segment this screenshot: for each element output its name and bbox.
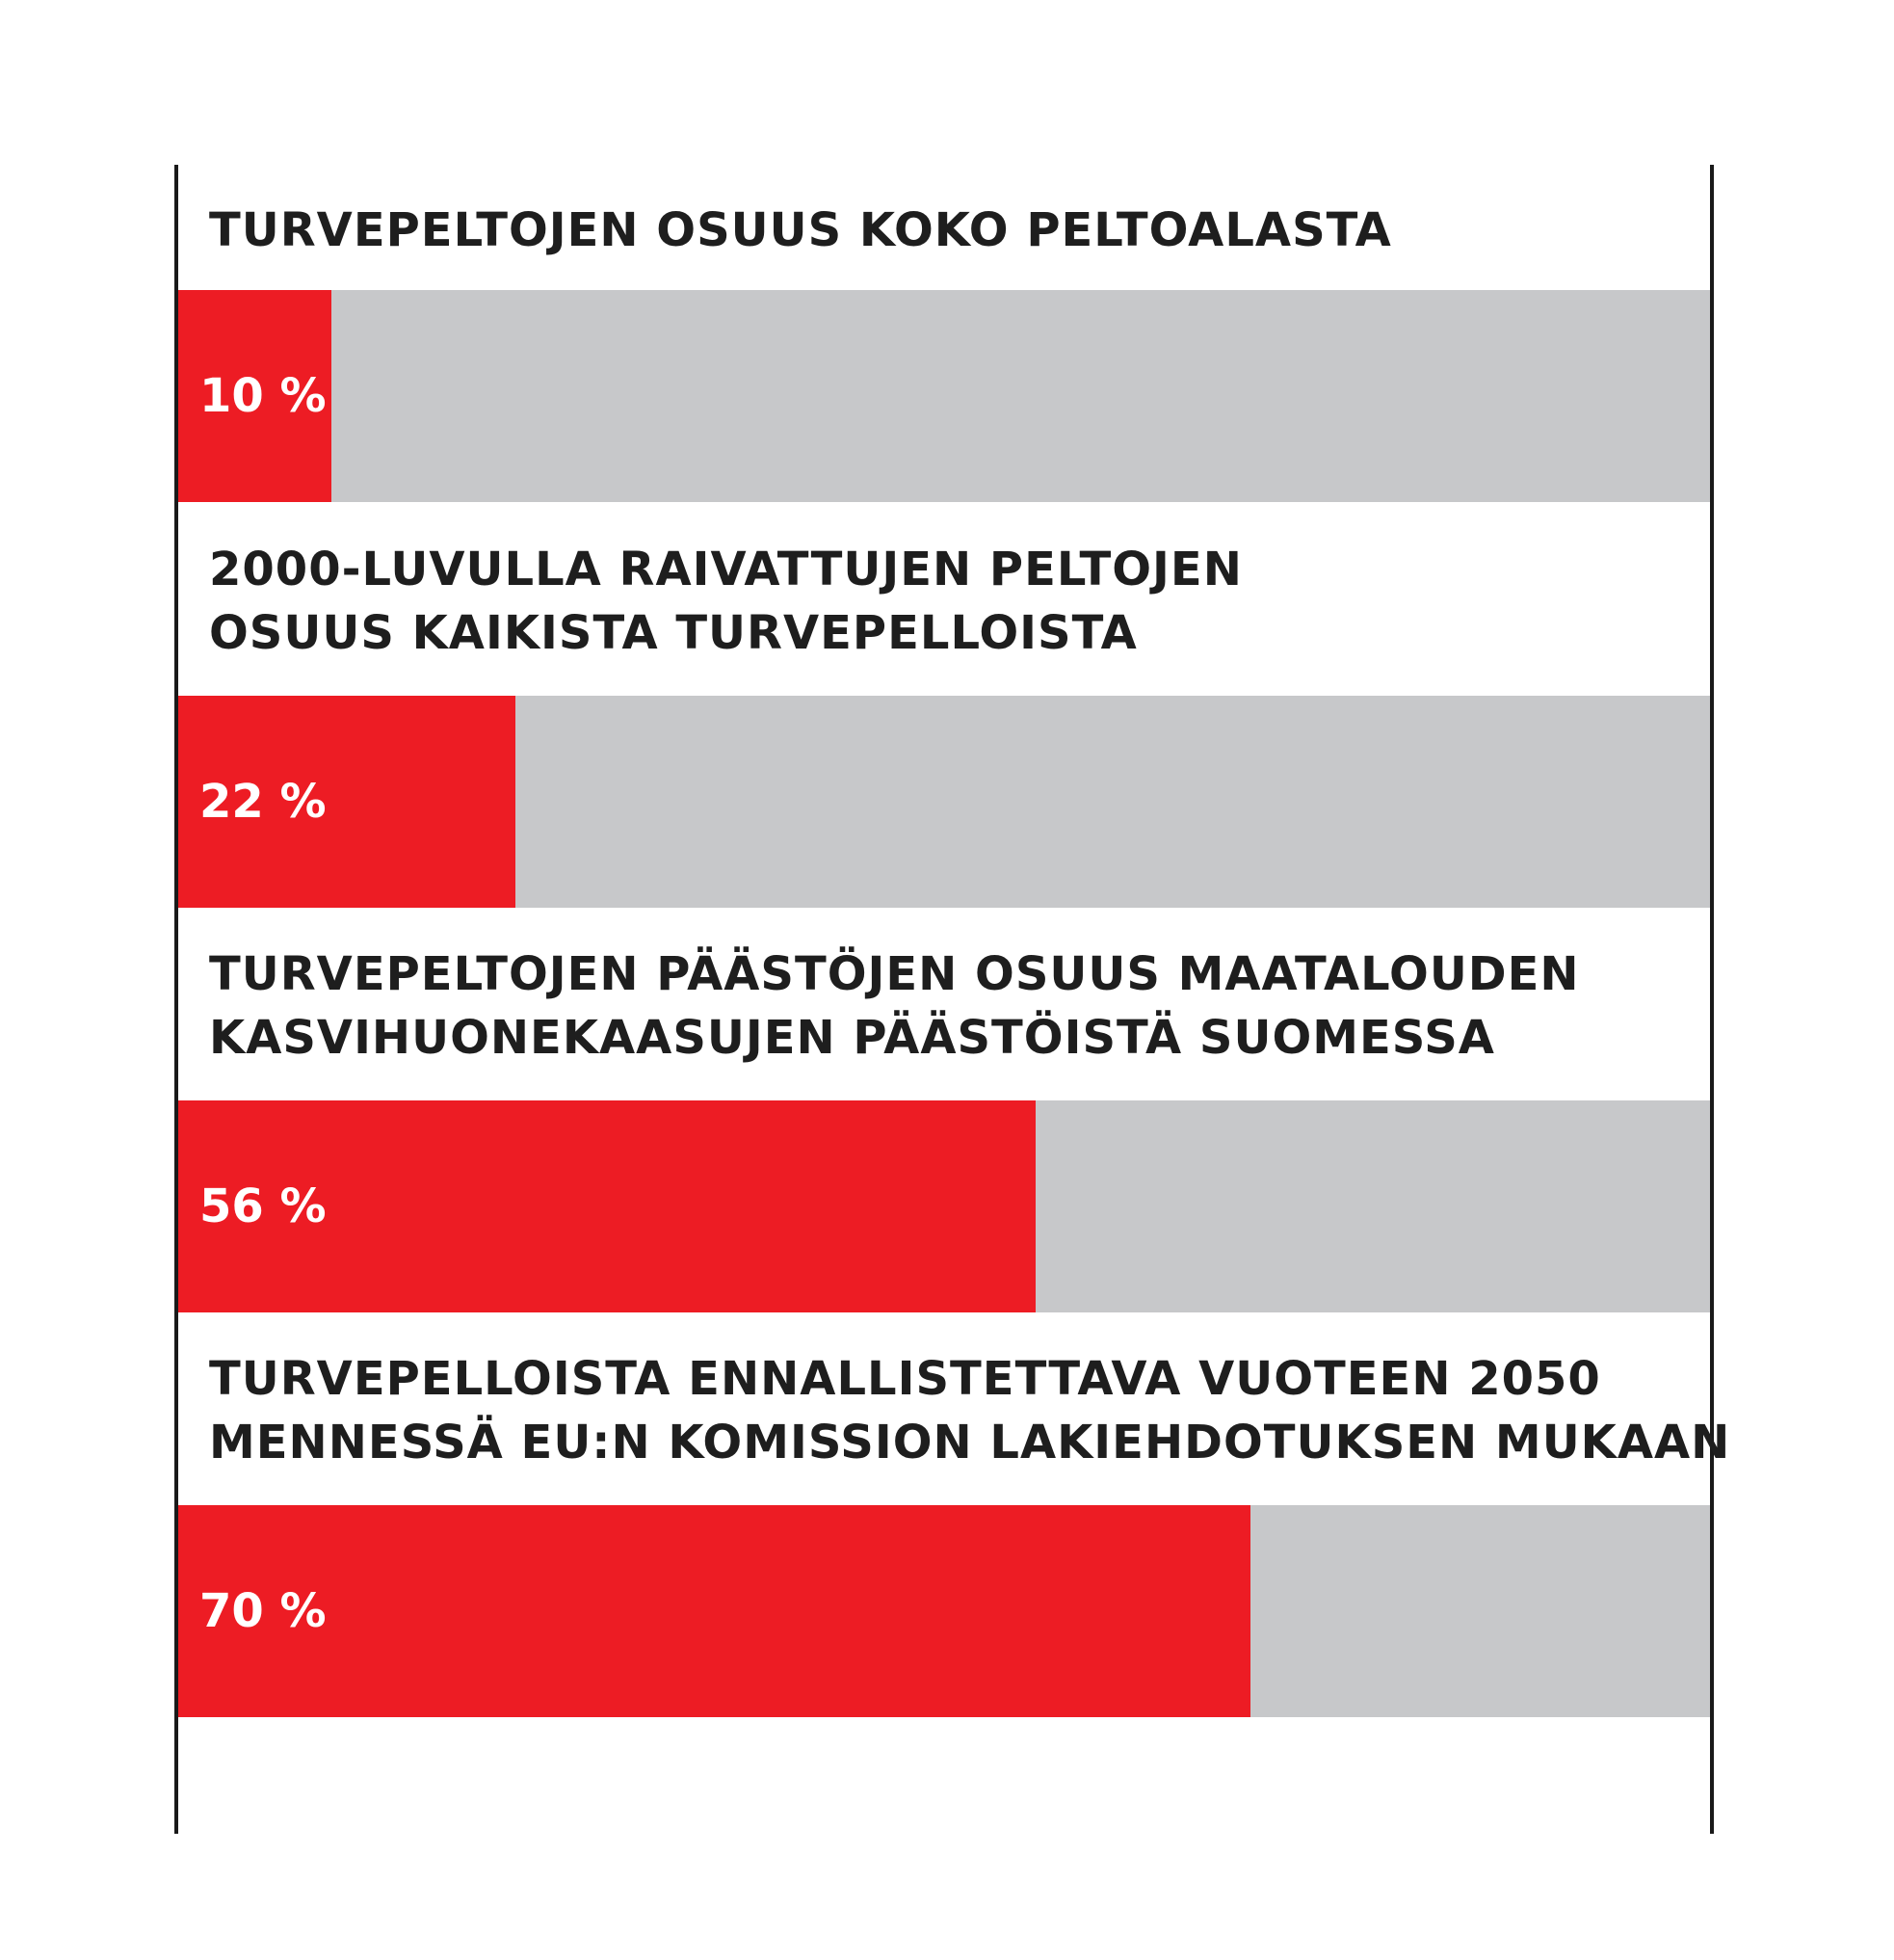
bar-category-label — [209, 538, 1243, 665]
bar-category-label — [209, 1347, 1730, 1474]
bar-value-label: 22 % — [199, 775, 327, 829]
category-line-1: TURVEPELLOISTA ENNALLISTETTAVA VUOTEEN 2050 — [209, 1352, 1601, 1406]
bar-track — [178, 1100, 1710, 1312]
category-line-1: TURVEPELTOJEN PÄÄSTÖJEN OSUUS MAATALOUDEN — [209, 947, 1580, 1001]
category-line-1: TURVEPELTOJEN OSUUS KOKO PELTOALASTA — [209, 203, 1392, 257]
bar-track — [178, 1505, 1710, 1717]
bar-track — [178, 290, 1710, 502]
bar-category-label — [209, 942, 1580, 1070]
bar-value-label: 10 % — [199, 369, 327, 423]
bar-track — [178, 696, 1710, 908]
bar-fill — [178, 1505, 1250, 1717]
bar-value-label: 56 % — [199, 1179, 327, 1233]
category-line-2: KASVIHUONEKAASUJEN PÄÄSTÖISTÄ SUOMESSA — [209, 1011, 1495, 1065]
right-frame-line — [1710, 165, 1714, 1834]
category-line-1: 2000-LUVULLA RAIVATTUJEN PELTOJEN — [209, 543, 1243, 596]
category-line-2: MENNESSÄ EU:N KOMISSION LAKIEHDOTUKSEN MUKAAN — [209, 1416, 1731, 1470]
category-line-2: OSUUS KAIKISTA TURVEPELLOISTA — [209, 606, 1138, 660]
bar-category-label — [209, 199, 1392, 262]
bar-value-label: 70 % — [199, 1584, 327, 1638]
